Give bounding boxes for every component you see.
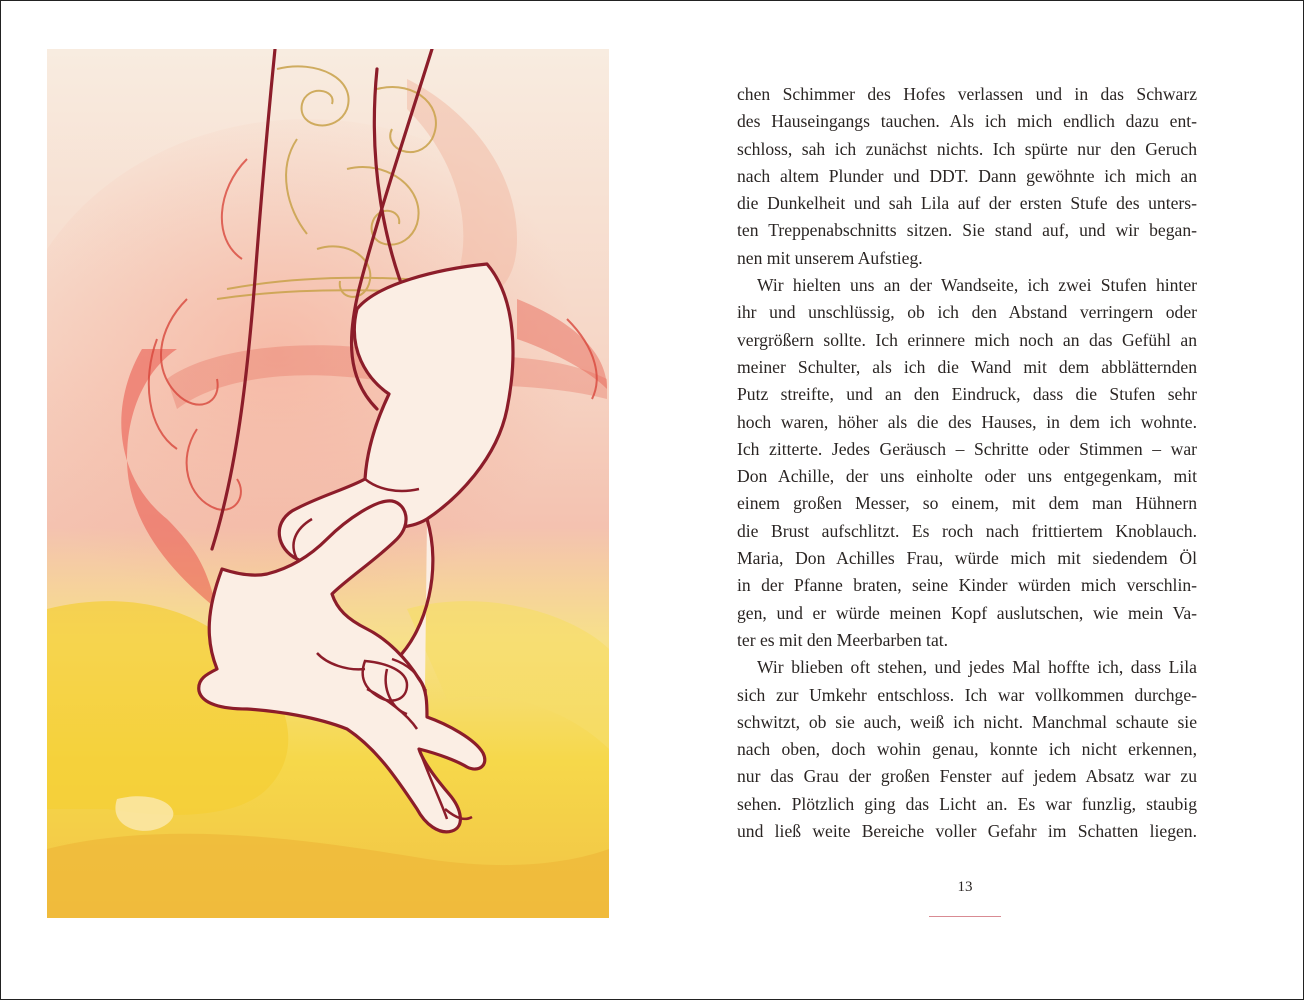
text-line: gen, und er würde meinen Kopf auslutschen, wie mein Va- bbox=[737, 602, 1197, 623]
text-line: Ich zitterte. Jedes Geräusch – Schritte oder Stimmen – war bbox=[737, 438, 1197, 459]
text-line: sehen. Plötzlich ging das Licht an. Es war funzlig, staubig bbox=[737, 793, 1197, 814]
text-line: schwitzt, ob sie auch, weiß ich nicht. Manchmal schaute sie bbox=[737, 711, 1197, 732]
text-line: meiner Schulter, als ich die Wand mit dem abblätternden bbox=[737, 356, 1197, 377]
page-number: 13 bbox=[957, 879, 973, 895]
text-line: nen mit unserem Aufstieg. bbox=[737, 247, 923, 268]
text-line: chen Schimmer des Hofes verlassen und in das Schwarz bbox=[737, 84, 1197, 104]
text-line: die Brust aufschlitzt. Es roch nach frittiertem Knoblauch. bbox=[737, 520, 1197, 541]
text-line: nach altem Plunder und DDT. Dann gewöhnte ich mich an bbox=[737, 165, 1197, 186]
text-line: Putz streifte, und an den Eindruck, dass die Stufen sehr bbox=[737, 384, 1197, 405]
text-line: Maria, Don Achilles Frau, würde mich mit siedendem Öl bbox=[737, 548, 1197, 569]
text-line: sich zur Umkehr entschloss. Ich war vollkommen durchge- bbox=[737, 684, 1197, 705]
text-line: nach oben, doch wohin genau, konnte ich nicht erkennen, bbox=[737, 739, 1197, 760]
text-line: Don Achille, der uns einholte oder uns entgegenkam, mit bbox=[737, 466, 1197, 487]
text-line: ten Treppenabschnitts sitzen. Sie stand auf, und wir began- bbox=[737, 220, 1197, 241]
hands-illustration bbox=[47, 49, 609, 918]
text-line: in der Pfanne braten, seine Kinder würden mich verschlin- bbox=[737, 575, 1197, 596]
text-line: die Dunkelheit und sah Lila auf der ersten Stufe des unters- bbox=[737, 193, 1197, 214]
text-line: nur das Grau der großen Fenster auf jedem Absatz war zu bbox=[737, 766, 1197, 787]
text-line: und ließ weite Bereiche voller Gefahr im Schatten liegen. bbox=[737, 821, 1197, 842]
text-line: hoch waren, höher als die des Hauses, in dem ich wohnte. bbox=[737, 411, 1197, 432]
page-number-rule bbox=[929, 916, 1001, 917]
text-line: ter es mit den Meerbarben tat. bbox=[737, 629, 949, 650]
text-line: Wir blieben oft stehen, und jedes Mal hoffte ich, dass Lila bbox=[757, 657, 1197, 678]
text-line: schloss, sah ich zunächst nichts. Ich spürte nur den Geruch bbox=[737, 138, 1197, 159]
text-line: vergrößern sollte. Ich erinnere mich noch an das Gefühl an bbox=[737, 329, 1197, 350]
text-line: des Hauseingangs tauchen. Als ich mich endlich dazu ent- bbox=[737, 111, 1197, 132]
text-line: einem großen Messer, so einem, mit dem man Hühnern bbox=[737, 493, 1197, 514]
text-line: ihr und unschlüssig, ob ich den Abstand verringern oder bbox=[737, 302, 1197, 323]
body-text bbox=[737, 81, 1197, 845]
text-line: Wir hielten uns an der Wandseite, ich zwei Stufen hinter bbox=[757, 275, 1197, 296]
